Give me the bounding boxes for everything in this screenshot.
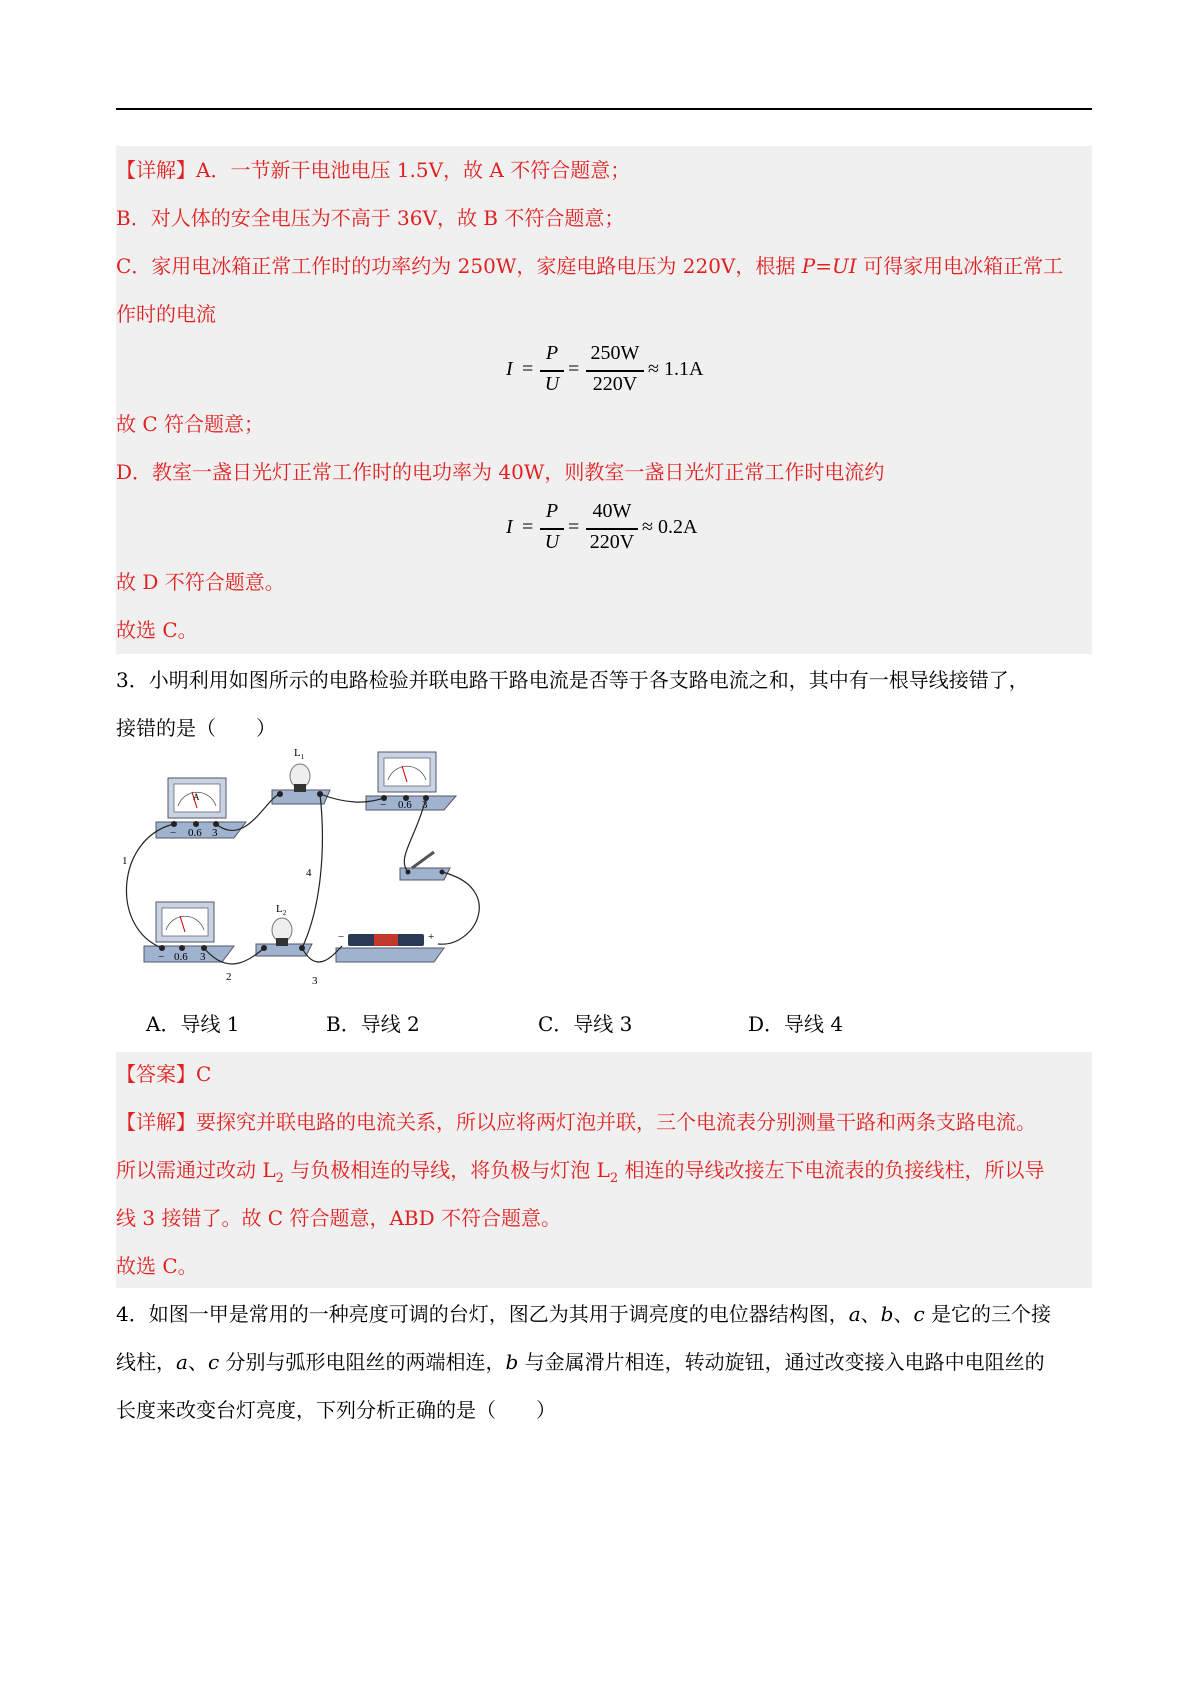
meter-label-06: 0.6 [188, 827, 202, 839]
fraction-bar [586, 370, 644, 372]
formula-u: U [544, 531, 560, 553]
q4-text2c: 与金属滑片相连，转动旋钮，通过改变接入电路中电阻丝的 [518, 1350, 1045, 1374]
ammeter-bottom-left [144, 902, 234, 963]
explain-choose: 故选 C。 [116, 618, 198, 642]
q4-text1a: 4．如图一甲是常用的一种亮度可调的台灯，图乙为其用于调亮度的电位器结构图， [116, 1302, 849, 1326]
explain-line-d1: D．教室一盏日光灯正常工作时的电功率为 40W，则教室一盏日光灯正常工作时电流约 [116, 460, 885, 484]
q4-line1 [116, 1302, 1051, 1326]
formula-lhs: I [506, 358, 513, 380]
formula-result: ≈ 0.2A [642, 516, 698, 538]
meter-unit: A [193, 792, 200, 802]
formula-p: P [545, 342, 559, 364]
var-a: a [176, 1350, 188, 1374]
q3-stem-line2: 接错的是（ ） [116, 716, 276, 740]
equals-sign: = [568, 358, 580, 380]
lamp-l2 [256, 903, 312, 956]
meter-label-minus: − [380, 799, 387, 811]
fraction-bar [540, 370, 564, 372]
q3-stem-line1: 3．小明利用如图所示的电路检验并联电路干路电流是否等于各支路电流之和，其中有一根导线接错了， [116, 668, 1029, 692]
detail-text2c: 与负极相连的导线，将负极与灯泡 L [283, 1158, 610, 1182]
formula-u: U [544, 373, 560, 395]
detail-text2a: 所以需通过改动 L [116, 1158, 276, 1182]
lamp-l1 [272, 748, 330, 804]
var-b: b [505, 1350, 519, 1374]
equals-sign: = [568, 516, 580, 538]
fraction-bar [540, 528, 564, 530]
option-d[interactable]: D．导线 4 [748, 1012, 844, 1036]
equals-sign: = [522, 358, 534, 380]
answer-choose: 故选 C。 [116, 1254, 198, 1278]
battery-plus: + [428, 931, 435, 943]
wire-label-2: 2 [226, 971, 232, 983]
meter-label-06: 0.6 [174, 951, 188, 963]
answer-detail-line1 [116, 1110, 1036, 1134]
formula-lhs: I [506, 516, 513, 538]
formula-result: ≈ 1.1A [648, 358, 704, 380]
option-b[interactable]: B．导线 2 [326, 1012, 420, 1036]
header-rule [116, 108, 1092, 110]
battery-minus: − [338, 931, 345, 943]
q4-line2 [116, 1350, 1045, 1374]
formula-current-fridge [506, 340, 726, 400]
sep: 、 [187, 1350, 208, 1374]
fraction-bar [586, 528, 638, 530]
meter-label-06: 0.6 [398, 799, 412, 811]
sep: 、 [860, 1302, 881, 1326]
subscript: 2 [275, 1171, 284, 1186]
explain-line-d2: 故 D 不符合题意。 [116, 570, 285, 594]
explain-line-a [116, 158, 630, 182]
explain-c2-text: 可得家用电冰箱正常工 [856, 254, 1064, 278]
formula-current-lamp [506, 498, 726, 558]
wire-label-1: 1 [122, 855, 128, 867]
var-a: a [848, 1302, 861, 1326]
detail-tag: 【详解】 [116, 1110, 196, 1134]
equals-sign: = [522, 516, 534, 538]
explain-a-text: A．一节新干电池电压 1.5V，故 A 不符合题意； [196, 158, 631, 182]
meter-label-3: 3 [212, 827, 218, 839]
var-c: c [913, 1302, 925, 1326]
meter-label-3: 3 [200, 951, 206, 963]
var-c: c [207, 1350, 220, 1374]
wire-label-4: 4 [306, 867, 312, 879]
answer-line [116, 1062, 211, 1086]
circuit-figure [116, 748, 516, 998]
lamp-l1-label: $L_1$ [294, 748, 305, 761]
answer-value: C [196, 1062, 212, 1086]
meter-label-minus: − [158, 951, 165, 963]
answer-detail-line3: 线 3 接错了。故 C 符合题意，ABD 不符合题意。 [116, 1206, 561, 1230]
var-b: b [880, 1302, 894, 1326]
sep: 、 [893, 1302, 914, 1326]
detail-text2e: 相连的导线改接左下电流表的负接线柱，所以导 [618, 1158, 1045, 1182]
detail-text1: 要探究并联电路的电流关系，所以应将两灯泡并联，三个电流表分别测量干路和两条支路电流。 [196, 1110, 1036, 1134]
formula-den: 220V [589, 531, 635, 553]
option-c[interactable]: C．导线 3 [538, 1012, 633, 1036]
option-a[interactable]: A．导线 1 [146, 1012, 240, 1036]
answer-tag: 【答案】 [116, 1062, 196, 1086]
meter-label-minus: − [170, 827, 177, 839]
explain-c-formula: P=UI [801, 254, 857, 278]
switch [400, 852, 450, 880]
formula-p: P [545, 500, 559, 522]
ammeter-top-right [366, 752, 456, 811]
explain-line-b: B．对人体的安全电压为不高于 36V，故 B 不符合题意； [116, 206, 625, 230]
explain-c1-text: C．家用电冰箱正常工作时的功率约为 250W，家庭电路电压为 220V，根据 [116, 254, 802, 278]
q4-text2b: 分别与弧形电阻丝的两端相连， [219, 1350, 506, 1374]
lamp-l2-label: $L_2$ [276, 903, 287, 917]
formula-num: 250W [590, 342, 640, 364]
q4-line3: 长度来改变台灯亮度，下列分析正确的是（ ） [116, 1398, 556, 1422]
q4-text1b: 是它的三个接 [924, 1302, 1052, 1326]
meter-label-3: 3 [422, 799, 428, 811]
wire-label-3: 3 [312, 975, 318, 987]
formula-den: 220V [592, 373, 638, 395]
explain-tag: 【详解】 [116, 158, 196, 182]
answer-detail-line2 [116, 1158, 1045, 1191]
battery [336, 931, 444, 962]
explain-line-c3: 作时的电流 [116, 302, 216, 326]
explain-line-c1 [116, 254, 1063, 278]
subscript: 2 [609, 1171, 619, 1186]
q4-text2a: 线柱， [116, 1350, 176, 1374]
explain-line-c4: 故 C 符合题意； [116, 412, 265, 436]
formula-num: 40W [592, 500, 632, 522]
